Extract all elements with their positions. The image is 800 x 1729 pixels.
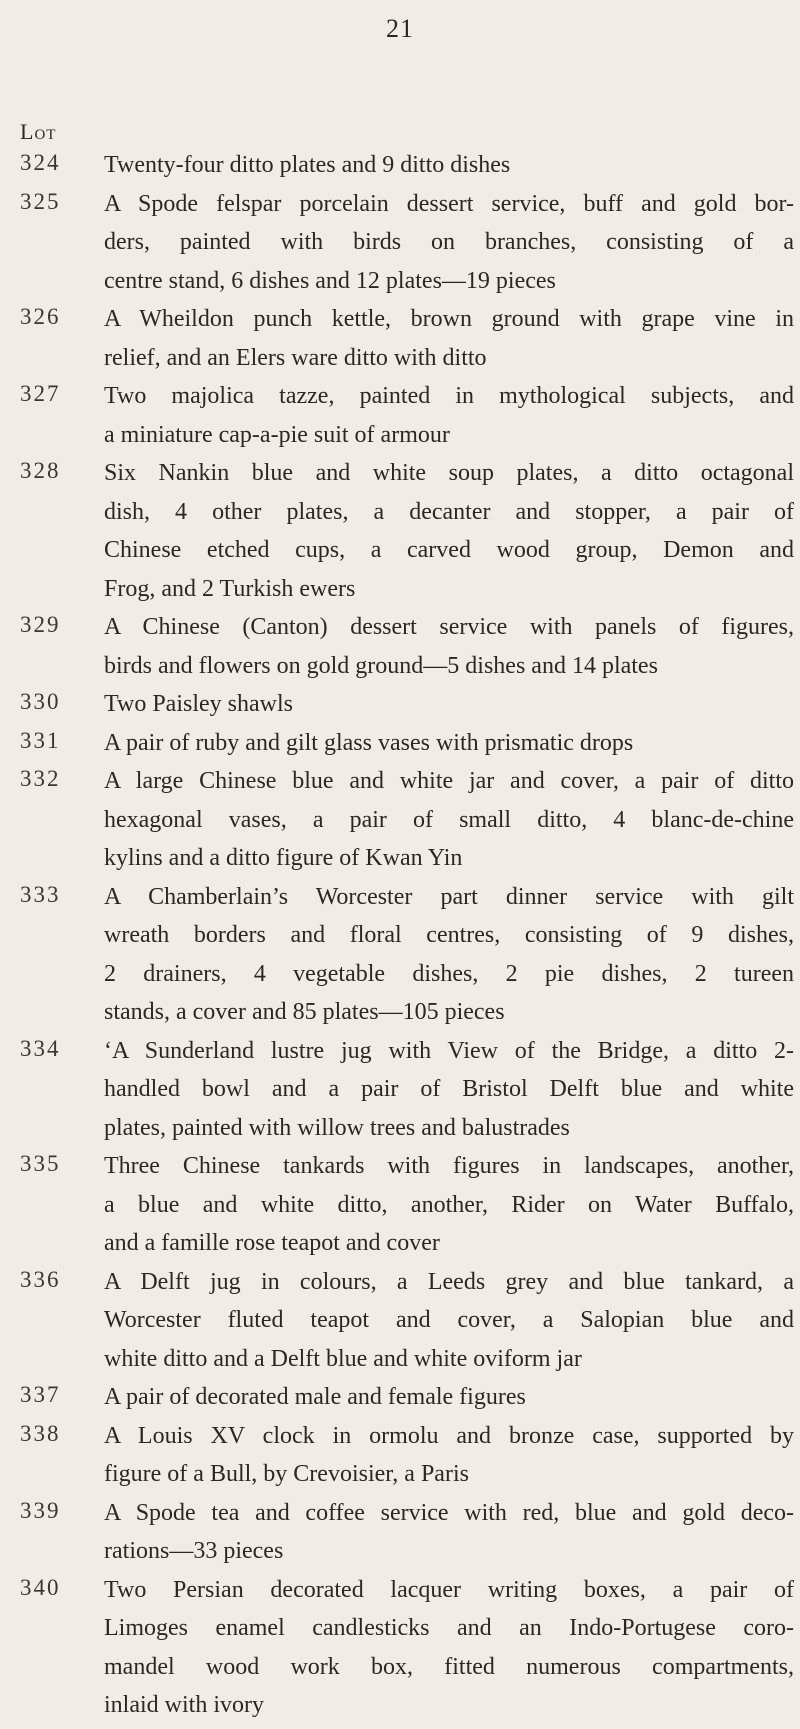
description-line: A Spode felspar porcelain dessert service, buff and gold bor- [104, 190, 794, 217]
description-line: Two Persian decorated lacquer writing boxes, a pair of [104, 1576, 794, 1603]
description-line: kylins and a ditto figure of Kwan Yin [104, 845, 463, 871]
lot-number: 333 [20, 881, 61, 907]
description-line: dish, 4 other plates, a decanter and stopper, a pair of [104, 498, 794, 525]
lot-description [104, 458, 794, 612]
description-line: A Spode tea and coffee service with red, blue and gold deco- [104, 1499, 794, 1526]
lot-number: 324 [20, 150, 61, 175]
lot-description [104, 1151, 794, 1267]
description-line: A Chinese (Canton) dessert service with panels of figures, [104, 614, 794, 640]
lot-description [104, 612, 794, 689]
description-line: centre stand, 6 dishes and 12 plates—19 pieces [104, 267, 556, 294]
lot-description [104, 150, 794, 189]
description-line: white ditto and a Delft blue and white oviform jar [104, 1345, 582, 1372]
description-line: Worcester fluted teapot and cover, a Salopian blue and [104, 1307, 794, 1333]
lot-description [104, 1498, 794, 1575]
lot-description [104, 1382, 794, 1421]
description-line: and a famille rose teapot and cover [104, 1230, 440, 1256]
lot-number: 336 [20, 1266, 61, 1292]
description-line: inlaid with ivory [104, 1692, 264, 1718]
description-line: A pair of ruby and gilt glass vases with prismatic drops [104, 729, 634, 756]
lot-number: 328 [20, 458, 61, 483]
description-line: ders, painted with birds on branches, consisting of a [104, 229, 794, 255]
description-line: Twenty-four ditto plates and 9 ditto dishes [104, 152, 511, 178]
description-line: figure of a Bull, by Crevoisier, a Paris [104, 1461, 469, 1487]
description-line: plates, painted with willow trees and balustrades [104, 1114, 570, 1141]
lot-description [104, 304, 794, 381]
description-line: relief, and an Elers ware ditto with ditto [104, 344, 487, 371]
description-line: wreath borders and floral centres, consisting of 9 dishes, [104, 922, 794, 948]
lot-number: 332 [20, 766, 61, 791]
description-line: Three Chinese tankards with figures in landscapes, another, [104, 1153, 794, 1179]
description-line: A Wheildon punch kettle, brown ground with grape vine in [104, 306, 794, 332]
lot-number: 334 [20, 1035, 61, 1061]
description-line: Six Nankin blue and white soup plates, a ditto octagonal [104, 460, 794, 486]
lot-number: 331 [20, 727, 61, 753]
lot-description [104, 1267, 794, 1383]
page-number: 21 [386, 14, 414, 43]
lot-number: 335 [20, 1151, 61, 1176]
lot-description [104, 766, 794, 882]
description-line: Frog, and 2 Turkish ewers [104, 575, 356, 602]
description-line: a blue and white ditto, another, Rider on Water Buffalo, [104, 1191, 794, 1218]
lot-number: 340 [20, 1574, 61, 1600]
description-line: ‘A Sunderland lustre jug with View of the Bridge, a ditto 2- [104, 1037, 794, 1064]
lot-description [104, 689, 794, 728]
description-line: A Louis XV clock in ormolu and bronze case, supported by [104, 1422, 794, 1449]
description-line: birds and flowers on gold ground—5 dishes and 14 plates [104, 652, 658, 679]
description-line: handled bowl and a pair of Bristol Delft blue and white [104, 1076, 794, 1102]
lot-description [104, 728, 794, 767]
lot-description [104, 1036, 794, 1152]
lot-column-header: Lot [20, 119, 57, 144]
lot-description [104, 1575, 794, 1729]
description-line: Limoges enamel candlesticks and an Indo-Portugese coro- [104, 1615, 794, 1641]
lot-number: 330 [20, 689, 61, 714]
lot-number: 326 [20, 304, 61, 329]
lot-number: 338 [20, 1420, 61, 1446]
description-line: A Chamberlain’s Worcester part dinner service with gilt [104, 883, 794, 910]
lot-number: 339 [20, 1497, 61, 1523]
lot-description [104, 189, 794, 305]
description-line: hexagonal vases, a pair of small ditto, 4 blanc-de-chine [104, 806, 794, 833]
lot-number: 337 [20, 1382, 61, 1407]
description-line: stands, a cover and 85 plates—105 pieces [104, 999, 505, 1025]
description-line: mandel wood work box, fitted numerous compartments, [104, 1653, 794, 1680]
description-line: a miniature cap-a-pie suit of armour [104, 421, 450, 448]
description-line: A pair of decorated male and female figures [104, 1384, 526, 1410]
lot-number: 327 [20, 381, 61, 406]
description-line: rations—33 pieces [104, 1538, 284, 1564]
description-line: A Delft jug in colours, a Leeds grey and blue tankard, a [104, 1268, 794, 1295]
description-line: A large Chinese blue and white jar and cover, a pair of ditto [104, 768, 794, 794]
lot-description [104, 381, 794, 458]
description-line: Chinese etched cups, a carved wood group, Demon and [104, 537, 794, 563]
lot-description [104, 1421, 794, 1498]
description-line: 2 drainers, 4 vegetable dishes, 2 pie dishes, 2 tureen [104, 960, 794, 987]
description-line: Two Paisley shawls [104, 691, 293, 717]
lot-number: 325 [20, 188, 61, 214]
lot-number: 329 [20, 612, 61, 637]
description-line: Two majolica tazze, painted in mythological subjects, and [104, 383, 794, 409]
lot-description [104, 882, 794, 1036]
